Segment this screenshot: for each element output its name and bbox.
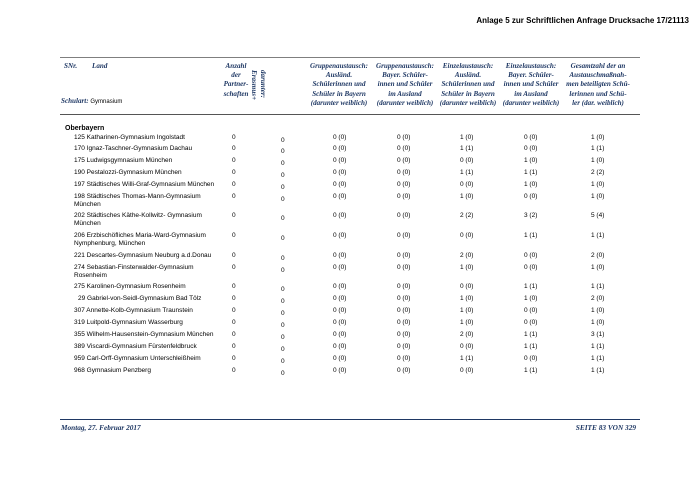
value-cell: 3 (1) xyxy=(591,331,605,338)
value-cell: 0 xyxy=(232,343,236,350)
value-cell: 0 (0) xyxy=(397,181,411,188)
value-cell: 1 (0) xyxy=(591,264,605,271)
value-cell: 0 (0) xyxy=(397,134,411,141)
value-cell: 2 (0) xyxy=(460,331,474,338)
value-cell: 1 (0) xyxy=(460,264,474,271)
column-header-line: Gruppenaustausch: xyxy=(376,62,434,70)
value-cell: 1 (0) xyxy=(460,134,474,141)
column-header-line: (darunter weiblich) xyxy=(310,98,368,107)
value-cell: 0 xyxy=(281,235,285,242)
column-header-line: im Ausland xyxy=(388,89,422,98)
column-header-line: Ausländ. xyxy=(454,71,482,80)
value-cell: 1 (1) xyxy=(591,283,605,290)
value-cell: 0 (0) xyxy=(333,264,347,271)
value-cell: 0 (0) xyxy=(397,145,411,152)
column-header-gruppen-im-ausland xyxy=(372,62,438,108)
value-cell: 0 xyxy=(232,295,236,302)
value-cell: 1 (1) xyxy=(524,367,538,374)
column-header-gruppen-in-bayern xyxy=(306,62,372,108)
value-cell: 1 (1) xyxy=(591,232,605,239)
header-top-rule xyxy=(60,57,640,58)
value-cell: 0 (0) xyxy=(397,232,411,239)
value-cell: 0 xyxy=(281,322,285,329)
schulart-value: Gymnasium xyxy=(90,99,123,105)
footer-rule xyxy=(60,419,640,420)
value-cell: 1 (0) xyxy=(460,307,474,314)
value-cell: 0 (0) xyxy=(397,319,411,326)
value-cell: 1 (0) xyxy=(524,181,538,188)
school-name-cell: 959 Carl-Orff-Gymnasium Unterschleißheim xyxy=(74,355,201,362)
column-header-line: Schülerinnen und xyxy=(441,80,495,89)
value-cell: 0 (0) xyxy=(333,252,347,259)
value-cell: 0 xyxy=(281,298,285,305)
school-name-cell: 275 Karolinen-Gymnasium Rosenheim xyxy=(74,283,186,290)
value-cell: 0 xyxy=(232,307,236,314)
column-header-line: Anzahl xyxy=(225,62,247,70)
column-header-line: Schüler in Bayern xyxy=(441,89,495,98)
school-name-cell: 319 Luitpold-Gymnasium Wasserburg xyxy=(74,319,183,326)
schulart-label: Schulart: xyxy=(61,97,89,105)
value-cell: 0 (0) xyxy=(397,193,411,200)
value-cell: 0 xyxy=(232,331,236,338)
column-header-line: innen und Schüler xyxy=(377,80,433,89)
school-name-cell: 274 Sebastian-Finsterwalder-Gymnasium Rosenheim xyxy=(74,264,194,279)
column-header-line: Ausländ. xyxy=(325,71,353,80)
school-name-cell: 198 Städtisches Thomas-Mann-Gymnasium München xyxy=(74,193,201,208)
column-header-line: Einzelaustausch: xyxy=(442,62,494,70)
value-cell: 0 xyxy=(232,283,236,290)
value-cell: 1 (0) xyxy=(460,295,474,302)
value-cell: 0 xyxy=(281,358,285,365)
value-cell: 0 xyxy=(281,255,285,262)
value-cell: 0 xyxy=(232,232,236,239)
column-header-erasmus xyxy=(249,70,267,100)
value-cell: 0 xyxy=(281,196,285,203)
value-cell: 1 (1) xyxy=(524,283,538,290)
value-cell: 2 (0) xyxy=(591,252,605,259)
value-cell: 0 (0) xyxy=(333,193,347,200)
column-header-line: innen und Schüler xyxy=(503,80,559,89)
value-cell: 0 xyxy=(281,172,285,179)
value-cell: 0 xyxy=(232,367,236,374)
school-name-cell: 190 Pestalozzi-Gymnasium München xyxy=(74,169,182,176)
value-cell: 0 xyxy=(281,334,285,341)
column-header-line: Bayer. Schüler- xyxy=(508,71,554,80)
value-cell: 1 (0) xyxy=(460,319,474,326)
value-cell: 1 (0) xyxy=(524,157,538,164)
column-header-line: darunter: xyxy=(259,70,267,98)
value-cell: 0 (0) xyxy=(397,343,411,350)
column-header-line: schaften xyxy=(223,89,249,98)
value-cell: 0 (0) xyxy=(524,319,538,326)
value-cell: 1 (1) xyxy=(460,145,474,152)
value-cell: 0 (0) xyxy=(333,232,347,239)
value-cell: 0 xyxy=(232,145,236,152)
value-cell: 1 (1) xyxy=(591,343,605,350)
column-header-line: Bayer. Schüler- xyxy=(382,71,428,80)
column-header-line: im Ausland xyxy=(514,89,548,98)
school-name-cell: 206 Erzbischöfliches Maria-Ward-Gymnasium Nymphenburg, München xyxy=(74,232,206,247)
value-cell: 0 xyxy=(232,169,236,176)
school-name-cell: 170 Ignaz-Taschner-Gymnasium Dachau xyxy=(74,145,193,152)
value-cell: 0 (0) xyxy=(460,343,474,350)
school-name-cell: 125 Katharinen-Gymnasium Ingolstadt xyxy=(74,134,185,141)
column-header-line: Erasmus+ xyxy=(249,70,258,101)
value-cell: 0 (0) xyxy=(524,252,538,259)
column-header-line: Schüler in Bayern xyxy=(312,89,366,98)
value-cell: 0 (0) xyxy=(524,145,538,152)
value-cell: 2 (0) xyxy=(460,252,474,259)
column-header-gesamtzahl xyxy=(562,62,634,108)
value-cell: 0 (0) xyxy=(397,367,411,374)
value-cell: 1 (0) xyxy=(591,319,605,326)
column-header-line: Gesamtzahl der an xyxy=(570,62,626,70)
value-cell: 1 (1) xyxy=(591,367,605,374)
value-cell: 0 xyxy=(232,181,236,188)
value-cell: 0 (0) xyxy=(333,295,347,302)
value-cell: 0 (0) xyxy=(397,355,411,362)
school-name-cell: 389 Viscardi-Gymnasium Fürstenfeldbruck xyxy=(74,343,197,350)
value-cell: 1 (0) xyxy=(591,134,605,141)
column-header-line: (darunter weiblich) xyxy=(502,98,560,107)
column-header-line: ler (dar. weiblich) xyxy=(572,98,624,107)
footer-date: Montag, 27. Februar 2017 xyxy=(61,423,141,432)
value-cell: 0 (0) xyxy=(397,212,411,219)
column-header-line: lerinnen und Schü- xyxy=(569,89,627,98)
value-cell: 0 (0) xyxy=(524,264,538,271)
value-cell: 0 xyxy=(281,267,285,274)
value-cell: 0 (0) xyxy=(333,331,347,338)
value-cell: 0 (0) xyxy=(460,181,474,188)
column-header-line: Austauschmaßnah- xyxy=(569,71,627,80)
value-cell: 0 (0) xyxy=(460,283,474,290)
value-cell: 2 (2) xyxy=(591,169,605,176)
value-cell: 0 xyxy=(232,319,236,326)
value-cell: 0 (0) xyxy=(333,181,347,188)
value-cell: 0 (0) xyxy=(333,169,347,176)
value-cell: 0 xyxy=(281,148,285,155)
school-name-cell: 221 Descartes-Gymnasium Neuburg a.d.Donau xyxy=(74,252,212,259)
value-cell: 0 (0) xyxy=(333,367,347,374)
value-cell: 1 (0) xyxy=(591,181,605,188)
school-name-cell: 968 Gymnasium Penzberg xyxy=(74,367,151,374)
value-cell: 0 (0) xyxy=(333,283,347,290)
value-cell: 0 (0) xyxy=(333,145,347,152)
column-header-line: men beteiligten Schü- xyxy=(566,80,630,89)
value-cell: 0 (0) xyxy=(524,355,538,362)
value-cell: 0 xyxy=(281,184,285,191)
column-header-line: Schülerinnen und xyxy=(312,80,366,89)
value-cell: 0 xyxy=(232,252,236,259)
column-header-line: (darunter weiblich) xyxy=(376,98,434,107)
value-cell: 0 xyxy=(281,160,285,167)
value-cell: 0 (0) xyxy=(333,319,347,326)
value-cell: 1 (1) xyxy=(524,169,538,176)
value-cell: 0 xyxy=(232,193,236,200)
value-cell: 1 (0) xyxy=(591,193,605,200)
value-cell: 0 (0) xyxy=(397,157,411,164)
value-cell: 0 (0) xyxy=(397,331,411,338)
value-cell: 3 (2) xyxy=(524,212,538,219)
value-cell: 0 (0) xyxy=(397,307,411,314)
value-cell: 0 xyxy=(281,286,285,293)
value-cell: 0 (0) xyxy=(460,232,474,239)
header-bottom-rule xyxy=(60,114,640,115)
value-cell: 2 (0) xyxy=(591,295,605,302)
value-cell: 2 (2) xyxy=(460,212,474,219)
value-cell: 0 xyxy=(281,346,285,353)
value-cell: 5 (4) xyxy=(591,212,605,219)
value-cell: 0 xyxy=(281,215,285,222)
page-header: Anlage 5 zur Schriftlichen Anfrage Drucksache 17/21113 xyxy=(476,16,689,25)
value-cell: 0 (0) xyxy=(524,307,538,314)
value-cell: 1 (1) xyxy=(524,343,538,350)
value-cell: 0 xyxy=(232,134,236,141)
value-cell: 0 (0) xyxy=(460,157,474,164)
column-header-einzel-in-bayern xyxy=(437,62,499,108)
value-cell: 0 (0) xyxy=(397,264,411,271)
value-cell: 1 (0) xyxy=(591,157,605,164)
school-name-cell: 197 Städtisches Willi-Graf-Gymnasium München xyxy=(74,181,215,188)
school-name-cell: 202 Städtisches Käthe-Kollwitz- Gymnasium München xyxy=(74,212,202,227)
value-cell: 0 xyxy=(281,310,285,317)
value-cell: 0 (0) xyxy=(524,134,538,141)
value-cell: 1 (1) xyxy=(591,145,605,152)
footer-page-number: SEITE 83 VON 329 xyxy=(575,423,636,432)
value-cell: 1 (1) xyxy=(524,331,538,338)
school-name-cell: 355 Wilhelm-Hausenstein-Gymnasium München xyxy=(74,331,214,338)
column-header-land: Land xyxy=(92,62,108,70)
value-cell: 0 (0) xyxy=(333,134,347,141)
column-header-line: Partner- xyxy=(223,80,249,89)
column-header-einzel-im-ausland xyxy=(500,62,562,108)
column-header-line: Gruppenaustausch: xyxy=(310,62,368,70)
column-header-line: der xyxy=(231,71,241,80)
value-cell: 1 (1) xyxy=(591,355,605,362)
value-cell: 0 (0) xyxy=(397,252,411,259)
school-name-cell: 307 Annette-Kolb-Gymnasium Traunstein xyxy=(74,307,193,314)
value-cell: 1 (0) xyxy=(460,193,474,200)
column-header-snr: SNr. xyxy=(64,62,78,70)
value-cell: 0 (0) xyxy=(460,367,474,374)
column-header-line: Einzelaustausch: xyxy=(505,62,557,70)
region-heading: Oberbayern xyxy=(65,125,105,132)
value-cell: 0 xyxy=(281,137,285,144)
value-cell: 0 (0) xyxy=(333,355,347,362)
value-cell: 0 (0) xyxy=(333,157,347,164)
school-name-cell: 175 Ludwigsgymnasium München xyxy=(74,157,173,164)
value-cell: 1 (0) xyxy=(591,307,605,314)
column-header-line: (darunter weiblich) xyxy=(439,98,497,107)
value-cell: 0 (0) xyxy=(397,283,411,290)
value-cell: 0 (0) xyxy=(333,343,347,350)
column-header-schulart xyxy=(61,97,122,105)
value-cell: 0 xyxy=(232,355,236,362)
value-cell: 1 (1) xyxy=(460,169,474,176)
value-cell: 0 xyxy=(232,157,236,164)
value-cell: 1 (1) xyxy=(524,232,538,239)
school-name-cell: 29 Gabriel-von-Seidl-Gymnasium Bad Tölz xyxy=(78,295,202,302)
value-cell: 0 xyxy=(232,212,236,219)
value-cell: 1 (1) xyxy=(460,355,474,362)
value-cell: 0 xyxy=(281,370,285,377)
value-cell: 0 xyxy=(232,264,236,271)
value-cell: 1 (0) xyxy=(524,295,538,302)
value-cell: 0 (0) xyxy=(397,295,411,302)
value-cell: 0 (0) xyxy=(333,212,347,219)
value-cell: 0 (0) xyxy=(333,307,347,314)
value-cell: 0 (0) xyxy=(397,169,411,176)
value-cell: 0 (0) xyxy=(524,193,538,200)
